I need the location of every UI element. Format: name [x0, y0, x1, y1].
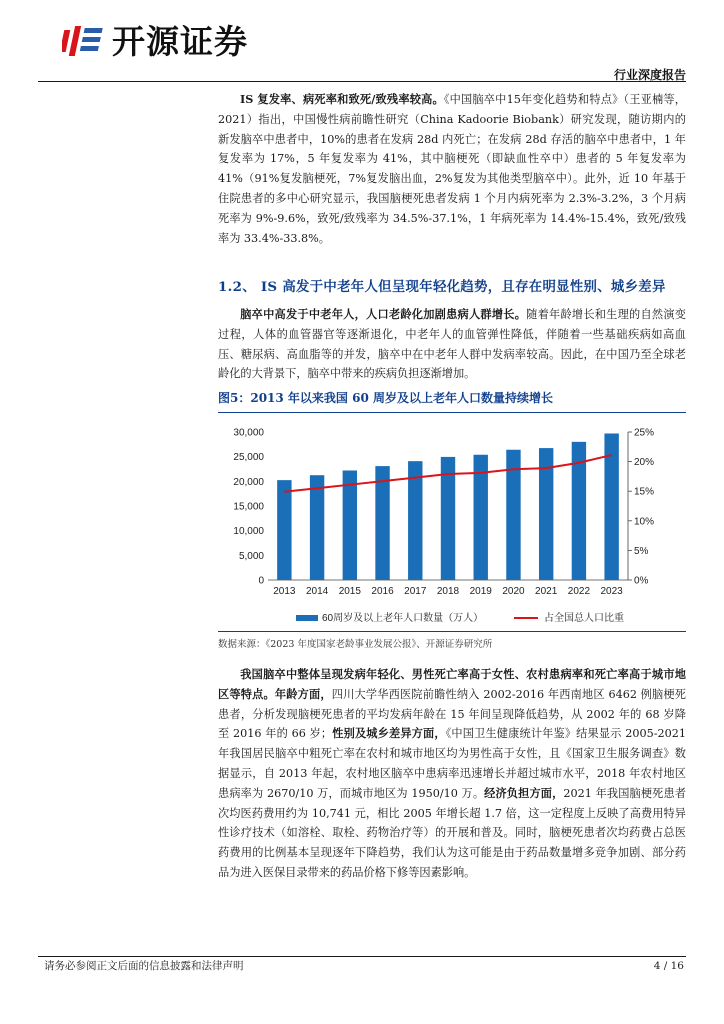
paragraph-lead: IS 复发率、病死率和致死/致残率较高。	[240, 92, 444, 106]
legend-bar-swatch	[296, 615, 318, 621]
bar-2014	[310, 475, 324, 580]
paragraph-characteristics	[218, 665, 686, 883]
figure-source: 数据来源：《2023 年度国家老龄事业发展公报》、开源证券研究所	[218, 639, 493, 650]
bar-2013	[277, 480, 291, 580]
x-tick-label: 2018	[436, 586, 460, 597]
logo-text: 开源证券	[112, 22, 248, 61]
right-axis	[628, 428, 654, 587]
source-divider	[218, 631, 686, 632]
right-tick-label: 25%	[634, 427, 655, 439]
paragraph-lead: 我国脑卒中整体呈现发病年轻化、男性死亡率高于女性、农村患病率和死亡率高于城市地区等特点。年龄方面，	[218, 667, 686, 701]
logo-mark-icon	[62, 22, 110, 62]
disclaimer-note: 请务必参阅正文后面的信息披露和法律声明	[44, 960, 244, 972]
left-tick-label: 0	[258, 575, 264, 587]
chart-legend	[296, 611, 624, 624]
right-tick-label: 10%	[634, 516, 655, 528]
left-axis	[233, 428, 264, 587]
elderly-population-chart	[218, 418, 686, 630]
x-tick-label: 2013	[273, 586, 296, 597]
paragraph-lead: 脑卒中高发于中老年人，人口老龄化加剧患病人群增长。	[240, 307, 527, 321]
left-tick-label: 10,000	[233, 526, 264, 538]
report-type: 行业深度报告	[613, 68, 686, 82]
bar-2016	[375, 466, 389, 580]
left-tick-label: 5,000	[238, 550, 264, 562]
page-number: 4 / 16	[653, 960, 684, 972]
paragraph-aging	[218, 305, 686, 384]
left-tick-label: 25,000	[233, 452, 264, 464]
x-tick-label: 2016	[371, 586, 394, 597]
figure-title: 图5：2013 年以来我国 60 周岁及以上老年人口数量持续增长	[218, 388, 686, 413]
x-tick-label: 2019	[469, 586, 492, 597]
company-logo	[62, 20, 272, 64]
right-tick-label: 15%	[634, 486, 655, 498]
paragraph-body: 《中国卫生健康统计年鉴》结果显示 2005-2021 年我国居民脑卒中粗死亡率在农村和城市地区均为男性高于女性，且《国家卫生服务调查》数据显示，自 2013 年起，农村地区脑卒中患病率迅速增长并超过城市水平，2018 年农村地区患病率为 2670/10 万，而城市地区为 1950/10 万。	[218, 727, 686, 800]
left-tick-label: 20,000	[233, 476, 264, 488]
bar-series	[277, 433, 619, 580]
paragraph-recurrence	[218, 90, 686, 248]
bar-2015	[343, 470, 357, 580]
x-tick-label: 2020	[502, 586, 525, 597]
paragraph-body: 四川大学华西医院前瞻性纳入 2002-2016 年西南地区 6462 例脑梗死患者，分析发现脑梗死患者的平均发病年龄在 15 年间呈现降低趋势，从 2002 年的 68 岁降至 2016 年的 66 岁；	[218, 687, 686, 741]
left-tick-label: 30,000	[233, 427, 264, 439]
x-tick-label: 2023	[600, 586, 623, 597]
legend-bar-label: 60周岁及以上老年人口数量（万人）	[322, 613, 484, 624]
right-tick-label: 5%	[634, 545, 649, 557]
footer-divider	[38, 956, 686, 957]
x-axis	[268, 580, 628, 597]
paragraph-body: 2021 年我国脑梗死患者次均医药费用约为 10,741 元，相比 2005 年增长超 1.7 倍，这一定程度上反映了高费用特异性诊疗技术（如溶栓、取栓、药物治疗等）的开展和普及。同时，脑梗死患者次均药费占总医药费用的比例基本呈现逐年下降趋势，我们认为这可能是由于药品数量增多竞争加剧、部分药品为进入医保目录带来的药品价格下修等因素影响。	[218, 786, 686, 879]
paragraph-body: 随着年龄增长和生理的自然演变过程，人体的血管器官等逐渐退化，中老年人的血管弹性降低，伴随着一些基础疾病如高血压、糖尿病、高血脂等的并发，脑卒中在中老年人群中发病率较高。因此，在中国乃至全球老龄化的大背景下，脑卒中带来的疾病负担逐渐增加。	[218, 308, 686, 381]
page-header	[62, 14, 686, 80]
right-tick-label: 0%	[634, 575, 649, 587]
right-tick-label: 20%	[634, 457, 655, 469]
x-tick-label: 2014	[305, 586, 329, 597]
left-tick-label: 15,000	[233, 501, 264, 513]
paragraph-lead-gender: 性别及城乡差异方面，	[332, 726, 446, 741]
x-tick-label: 2022	[567, 586, 591, 597]
header-divider	[38, 81, 686, 82]
x-tick-label: 2015	[338, 586, 361, 597]
paragraph-lead-economic: 经济负担方面，	[484, 785, 564, 800]
x-tick-label: 2021	[535, 586, 558, 597]
section-heading: 1.2、 IS 高发于中老年人但呈现年轻化趋势，且存在明显性别、城乡差异	[218, 279, 666, 295]
paragraph-body: 《中国脑卒中15年变化趋势和特点》（王亚楠等，2021）指出，中国慢性病前瞻性研究（China Kadoorie Biobank）研究发现，随访期内的新发脑卒中患者中，10%的患者在发病 28d 内死亡；在发病 28d 存活的脑卒中患者中，1 年复发率为 17%，5 年复发率为 41%，其中脑梗死（即缺血性卒中）患者的 5 年复发率为 41%（91%复发脑梗死，7%复发脑出血，2%复发为其他类型脑卒中）。此外，近 10 年基于住院患者的多中心研究显示，我国脑梗死患者发病 1 个月内病死率为 2.3%-3.2%，3 个月病死率为 9%-9.6%，致死/致残率为 34.5%-37.1%，1 年病死率为 14.4%-15.4%，致死/致残率为 33.4%-33.8%。	[218, 93, 686, 245]
legend-line-label: 占全国总人口比重	[544, 613, 624, 624]
x-tick-label: 2017	[404, 586, 427, 597]
